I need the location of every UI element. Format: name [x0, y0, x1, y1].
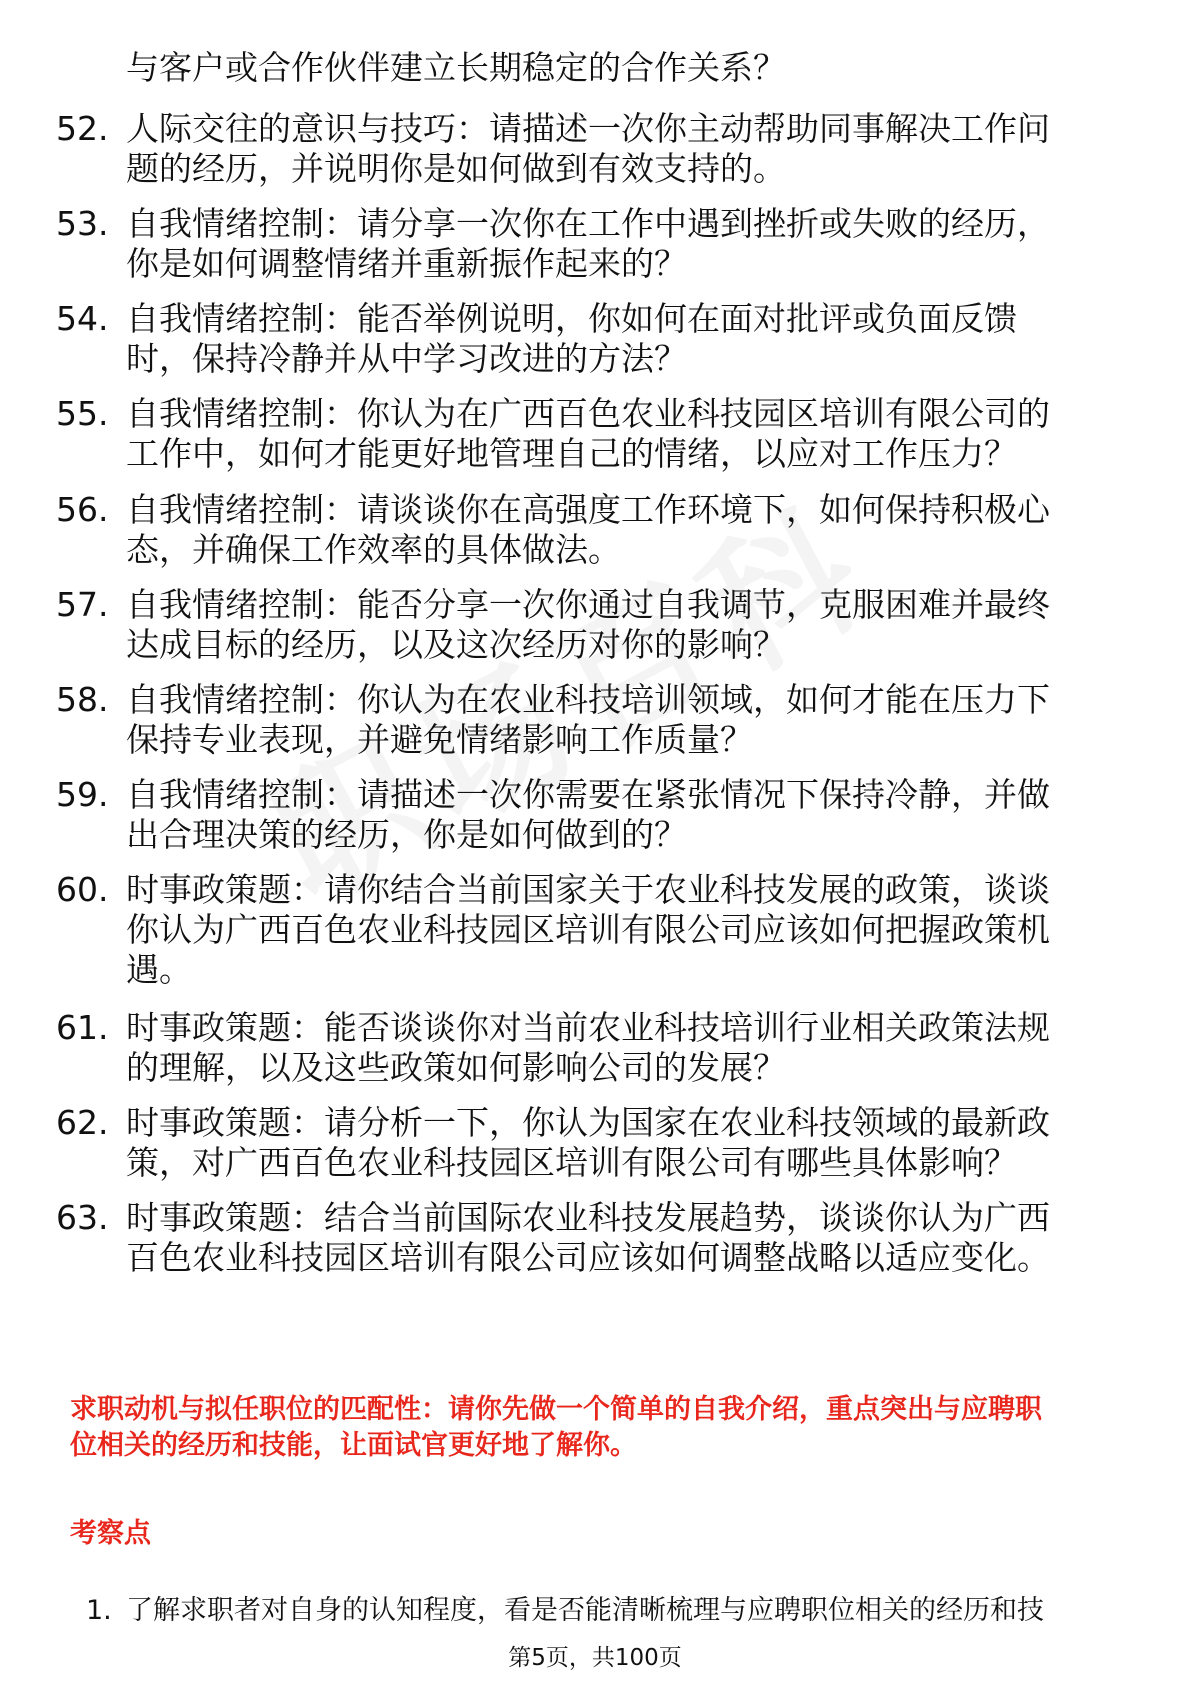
question-line: 达成目标的经历，以及这次经历对你的影响？: [126, 625, 786, 664]
question-number: 60.: [56, 870, 109, 909]
question-line: 时，保持冷静并从中学习改进的方法？: [126, 339, 687, 378]
question-number: 63.: [56, 1198, 109, 1237]
assessment-points-label: 考察点: [70, 1518, 151, 1549]
question-number: 54.: [56, 299, 109, 338]
question-line: 时事政策题：能否谈谈你对当前农业科技培训行业相关政策法规: [126, 1008, 1050, 1047]
question-number: 52.: [56, 109, 109, 148]
question-line: 工作中，如何才能更好地管理自己的情绪，以应对工作压力？: [126, 434, 1017, 473]
question-line: 时事政策题：结合当前国际农业科技发展趋势，谈谈你认为广西: [126, 1198, 1050, 1237]
question-line: 态，并确保工作效率的具体做法。: [126, 530, 621, 569]
question-text: [126, 490, 1136, 570]
question-text: [126, 1198, 1136, 1278]
section-heading-line: 求职动机与拟任职位的匹配性：请你先做一个简单的自我介绍，重点突出与应聘职: [70, 1394, 1042, 1425]
question-line: 百色农业科技园区培训有限公司应该如何调整战略以适应变化。: [126, 1238, 1050, 1277]
question-number: 58.: [56, 680, 109, 719]
section-heading: [70, 1392, 1130, 1464]
question-number: 62.: [56, 1103, 109, 1142]
question-text: [126, 204, 1136, 284]
question-line: 题的经历，并说明你是如何做到有效支持的。: [126, 149, 786, 188]
question-line: 遇。: [126, 950, 192, 989]
question-line: 出合理决策的经历，你是如何做到的？: [126, 815, 687, 854]
assessment-point-item: [86, 1593, 1044, 1629]
question-text: [126, 585, 1136, 665]
question-line: 你是如何调整情绪并重新振作起来的？: [126, 244, 687, 283]
question-line: 自我情绪控制：请谈谈你在高强度工作环境下，如何保持积极心: [126, 490, 1050, 529]
page-footer: 第5页，共100页: [508, 1645, 682, 1671]
question-text: [126, 394, 1136, 474]
question-text: [126, 109, 1136, 189]
question-line: 自我情绪控制：能否分享一次你通过自我调节，克服困难并最终: [126, 585, 1050, 624]
assessment-point-number: 1.: [86, 1595, 112, 1626]
assessment-point-text: 了解求职者对自身的认知程度，看是否能清晰梳理与应聘职位相关的经历和技: [126, 1595, 1044, 1626]
question-line: 自我情绪控制：请描述一次你需要在紧张情况下保持冷静，并做: [126, 775, 1050, 814]
question-line: 保持专业表现，并避免情绪影响工作质量？: [126, 720, 753, 759]
question-text: [126, 299, 1136, 379]
question-line: 自我情绪控制：能否举例说明，你如何在面对批评或负面反馈: [126, 299, 1017, 338]
question-line: 自我情绪控制：你认为在农业科技培训领域，如何才能在压力下: [126, 680, 1050, 719]
question-text: [126, 1008, 1136, 1088]
question-number: 56.: [56, 490, 109, 529]
question-line: 时事政策题：请分析一下，你认为国家在农业科技领域的最新政: [126, 1103, 1050, 1142]
question-line: 人际交往的意识与技巧：请描述一次你主动帮助同事解决工作问: [126, 109, 1050, 148]
question-line: 自我情绪控制：你认为在广西百色农业科技园区培训有限公司的: [126, 394, 1050, 433]
question-line: 自我情绪控制：请分享一次你在工作中遇到挫折或失败的经历，: [126, 204, 1050, 243]
question-line: 的理解，以及这些政策如何影响公司的发展？: [126, 1048, 786, 1087]
question-number: 57.: [56, 585, 109, 624]
question-number: 53.: [56, 204, 109, 243]
question-number: 61.: [56, 1008, 109, 1047]
question-number: 59.: [56, 775, 109, 814]
question-line: 时事政策题：请你结合当前国家关于农业科技发展的政策，谈谈: [126, 870, 1050, 909]
question-text: [126, 870, 1136, 990]
question-text: [126, 680, 1136, 760]
question-number: 55.: [56, 394, 109, 433]
continuation-line: 与客户或合作伙伴建立长期稳定的合作关系？: [126, 48, 786, 87]
question-line: 策，对广西百色农业科技园区培训有限公司有哪些具体影响？: [126, 1143, 1017, 1182]
question-text: [126, 1103, 1136, 1183]
question-text: [126, 775, 1136, 855]
question-line: 你认为广西百色农业科技园区培训有限公司应该如何把握政策机: [126, 910, 1050, 949]
section-heading-line: 位相关的经历和技能，让面试官更好地了解你。: [70, 1430, 637, 1461]
